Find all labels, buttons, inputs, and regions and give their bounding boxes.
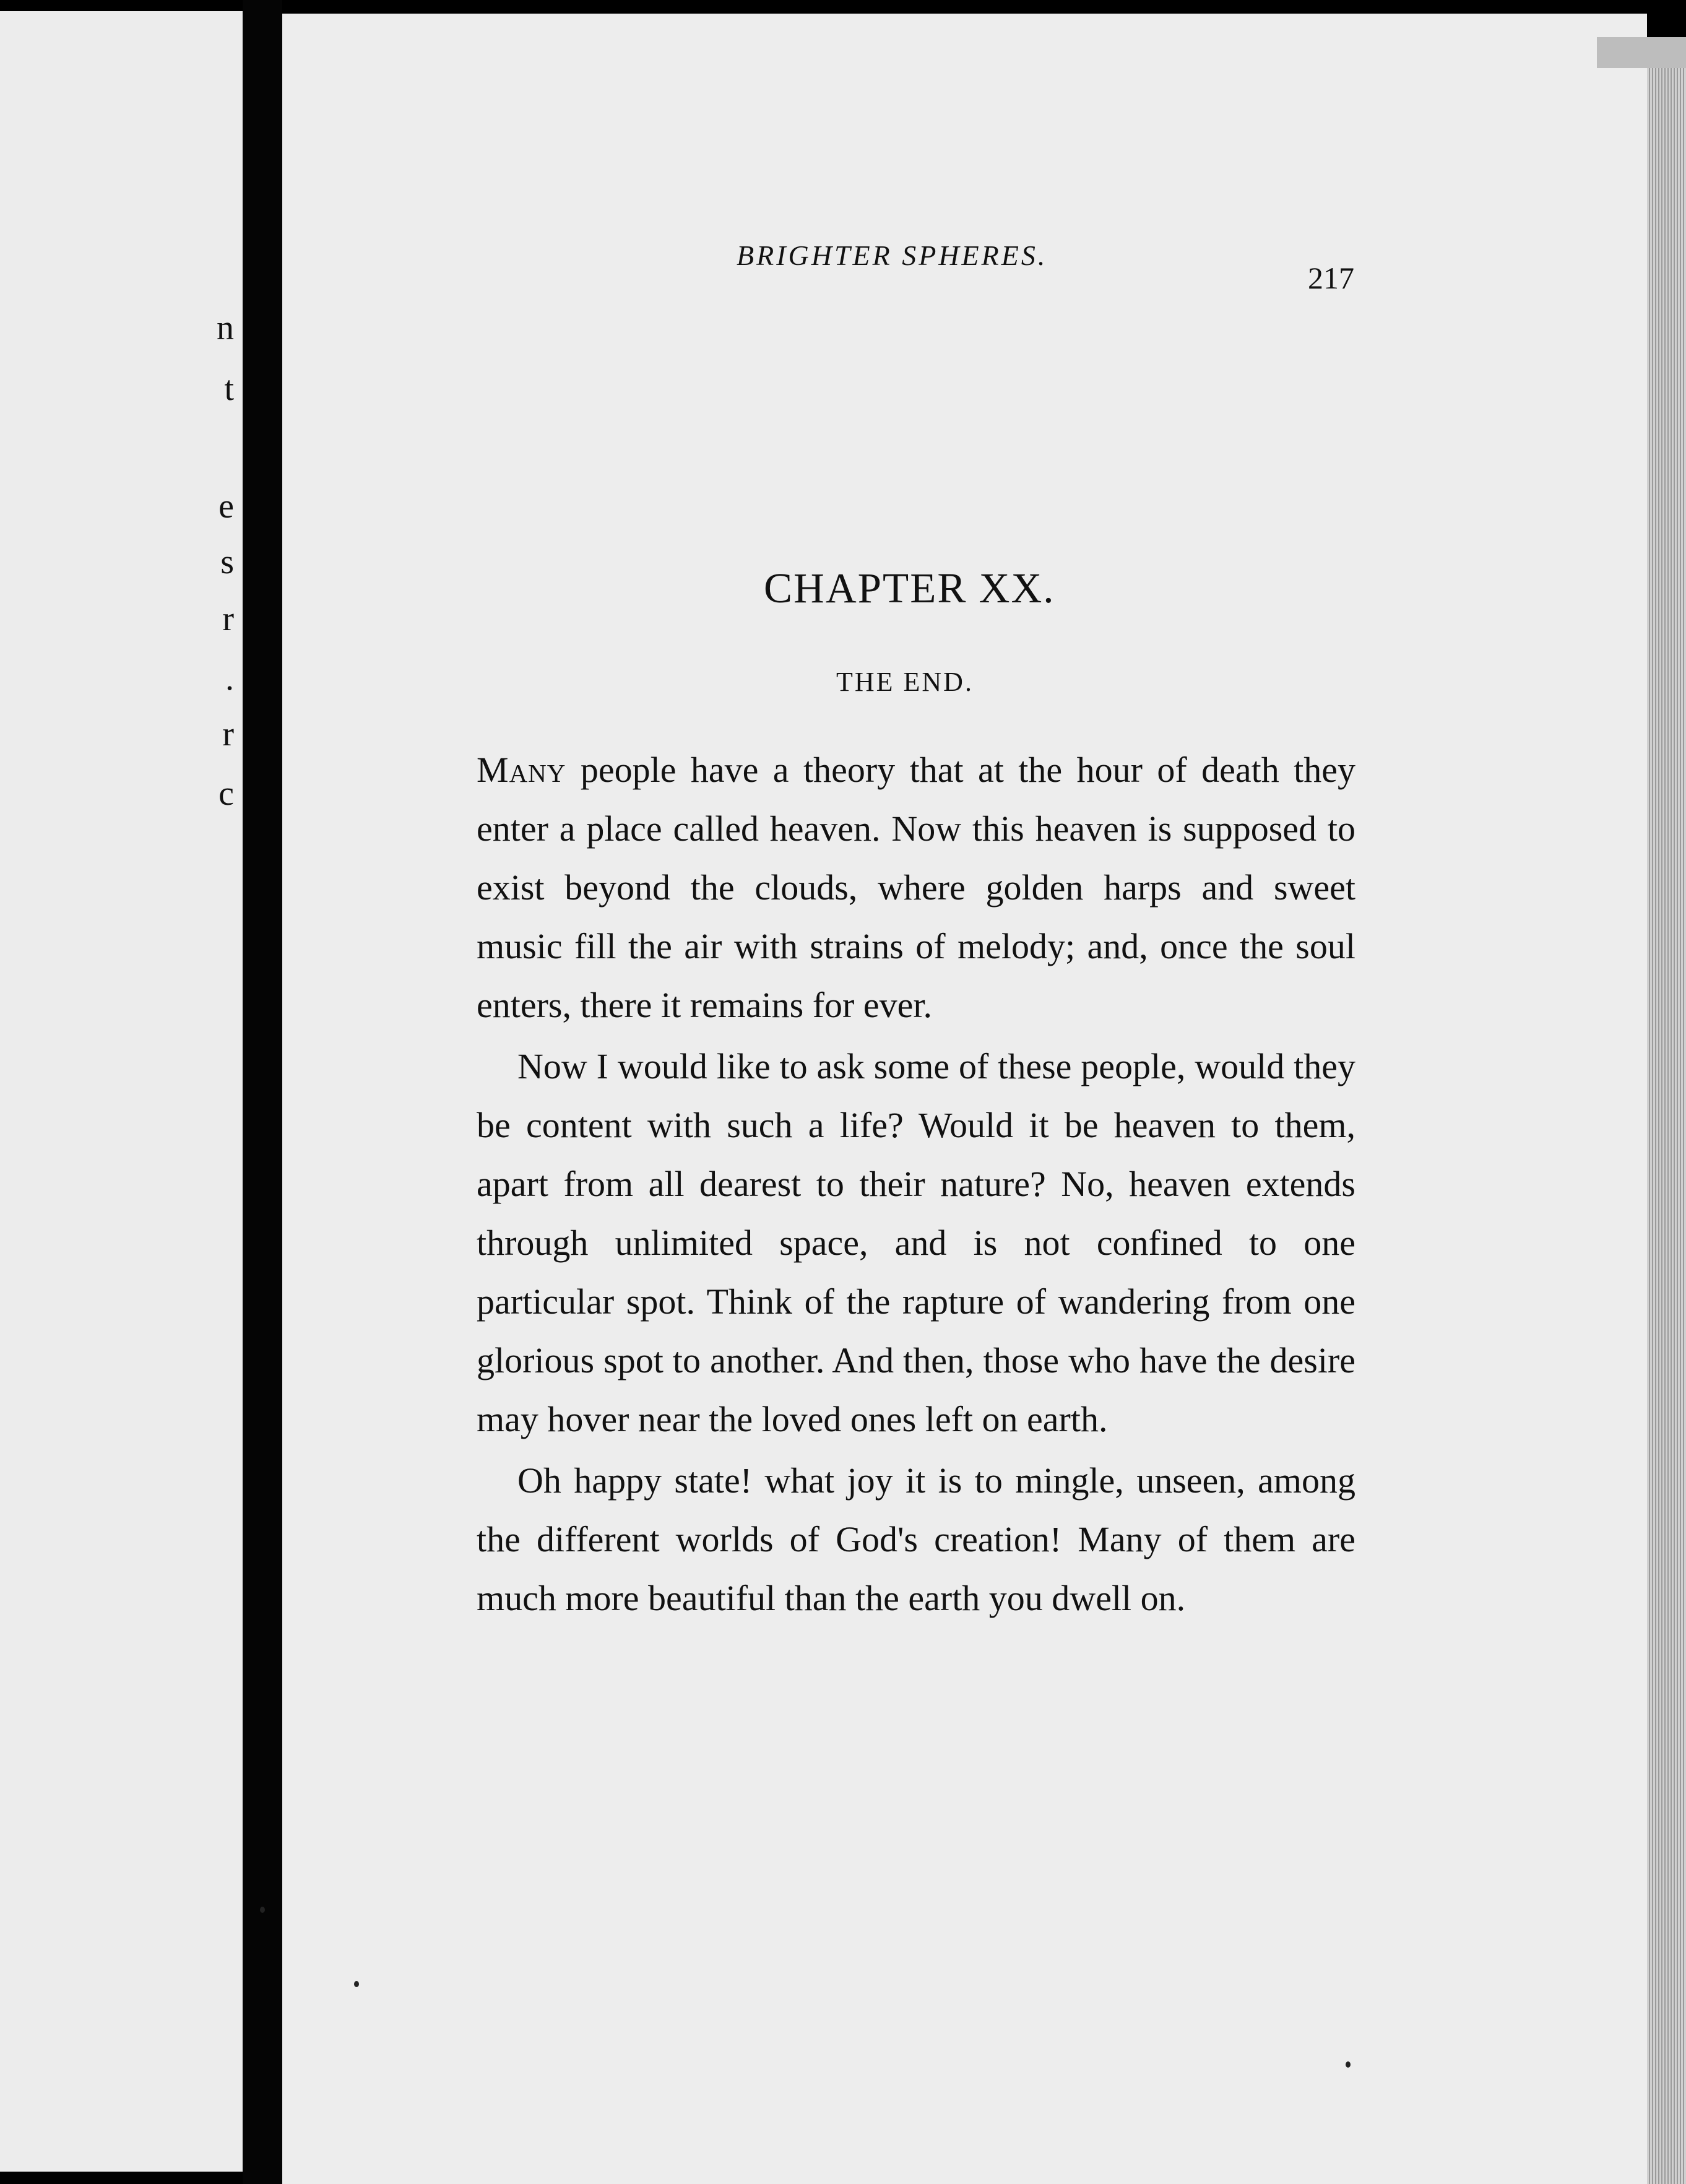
running-title: BRIGHTER SPHERES. <box>737 240 1048 271</box>
book-spine-shadow <box>243 0 282 2184</box>
chapter-subtitle: THE END. <box>836 667 974 697</box>
paragraph-3: Oh happy state! what joy it is to mingle, unseen, among the different worlds of God's creation! Many of them are much more beautiful than the earth you dwell on. <box>477 1460 1355 1618</box>
left-page-fragment: c <box>218 774 234 813</box>
paragraph-1 <box>477 740 1355 1034</box>
paragraph-lead-word: Many <box>477 750 566 790</box>
chapter-body <box>477 740 1355 1627</box>
left-page-fragment: t <box>224 370 234 408</box>
ink-speck <box>354 1981 359 1987</box>
page-stack-edge <box>1647 68 1686 2184</box>
left-page-fragment: s <box>220 543 234 581</box>
previous-page-edge <box>0 11 243 2172</box>
paragraph-text: people have a theory that at the hour of death they enter a place called heaven. Now this heaven is supposed to exist beyond the clouds, where golden harps and sweet music fill the air with strains of melody; and, once the soul enters, there it remains for ever. <box>477 750 1355 1025</box>
chapter-heading: CHAPTER XX. <box>764 565 1055 612</box>
left-page-fragment: e <box>218 487 234 526</box>
ink-speck <box>260 1907 265 1913</box>
paragraph-2: Now I would like to ask some of these people, would they be content with such a life? Would it be heaven to them, apart from all dearest to their nature? No, heaven extends through unlimited space, and is not confined to one particular spot. Think of the rapture of wandering from one glorious spot to another. And then, those who have the desire may hover near the loved ones left on earth. <box>477 1046 1355 1439</box>
left-page-fragment: . <box>225 659 234 698</box>
left-page-fragment: r <box>222 715 234 753</box>
page-number: 217 <box>1308 261 1354 295</box>
page-stack-top <box>1597 37 1686 68</box>
left-page-fragment: r <box>222 600 234 638</box>
ink-speck <box>1346 2061 1351 2068</box>
left-page-fragment: n <box>217 309 234 347</box>
